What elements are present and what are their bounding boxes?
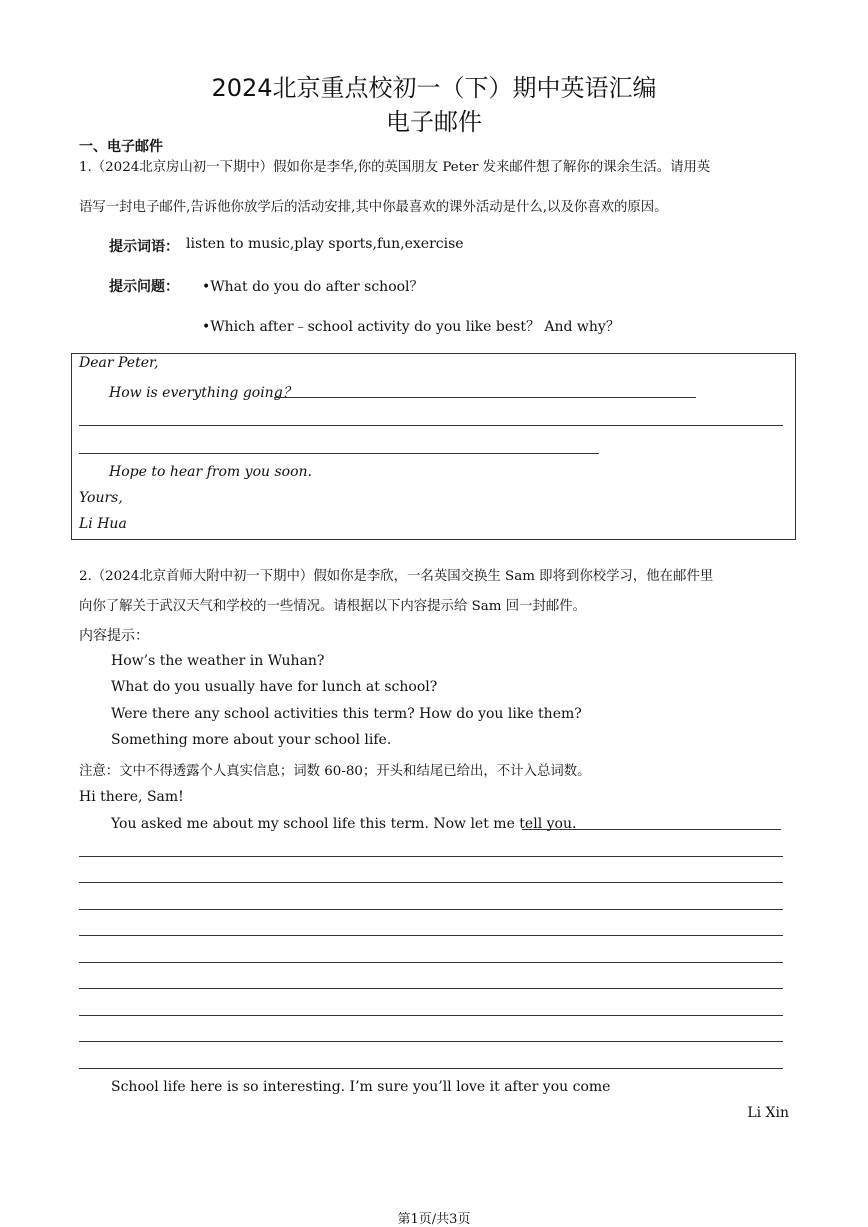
- prompt-label: 内容提示：: [79, 628, 149, 644]
- page-footer: 第1页/共3页: [397, 1212, 471, 1227]
- email-opening: How is everything going？: [109, 385, 297, 401]
- email-greeting: Dear Peter,: [79, 355, 159, 371]
- prompt-item: What do you usually have for lunch at school?: [111, 679, 438, 695]
- q1-line2: 语写一封电子邮件,告诉他你放学后的活动安排,其中你最喜欢的课外活动是什么,以及你喜欢的原因。: [79, 200, 668, 215]
- email-closing: Hope to hear from you soon.: [109, 464, 312, 480]
- answer-line[interactable]: [79, 935, 783, 936]
- email-name: Li Hua: [79, 516, 127, 532]
- q2-opening: You asked me about my school life this term. Now let me tell you.: [111, 816, 577, 832]
- answer-line[interactable]: [79, 856, 783, 857]
- answer-line[interactable]: [522, 829, 781, 830]
- answer-line[interactable]: [79, 1015, 783, 1016]
- hint-questions-label: 提示问题：: [109, 279, 179, 295]
- note: 注意：文中不得透露个人真实信息；词数 60-80；开头和结尾已给出，不计入总词数。: [79, 764, 591, 779]
- prompt-item: Were there any school activities this term? How do you like them?: [111, 706, 582, 722]
- q2-closing: School life here is so interesting. I’m sure you’ll love it after you come: [111, 1079, 611, 1095]
- q1-line1: 1.（2024北京房山初一下期中）假如你是李华,你的英国朋友 Peter 发来邮件想了解你的课余生活。请用英: [79, 160, 711, 175]
- page-title: 2024北京重点校初一（下）期中英语汇编: [211, 74, 657, 102]
- hint-words: listen to music,play sports,fun,exercise: [186, 236, 464, 252]
- answer-line[interactable]: [79, 909, 783, 910]
- prompt-item: Something more about your school life.: [111, 732, 392, 748]
- q2-greeting: Hi there, Sam!: [79, 789, 184, 805]
- page-subtitle: 电子邮件: [386, 108, 482, 136]
- q2-line2: 向你了解关于武汉天气和学校的一些情况。请根据以下内容提示给 Sam 回一封邮件。: [79, 599, 587, 614]
- answer-line[interactable]: [79, 962, 783, 963]
- email-signoff: Yours,: [79, 490, 123, 506]
- hint-question-2: •Which after﹣school activity do you like best？ And why？: [202, 319, 620, 335]
- hint-question-1: •What do you do after school？: [202, 279, 424, 295]
- answer-line[interactable]: [79, 453, 599, 454]
- section-heading: 一、电子邮件: [79, 139, 163, 155]
- answer-line[interactable]: [79, 1041, 783, 1042]
- answer-line[interactable]: [274, 397, 696, 398]
- q2-line1: 2.（2024北京首师大附中初一下期中）假如你是李欣，一名英国交换生 Sam 即将到你校学习，他在邮件里: [79, 569, 714, 584]
- answer-line[interactable]: [79, 425, 783, 426]
- answer-line[interactable]: [79, 1068, 783, 1069]
- prompt-item: How’s the weather in Wuhan?: [111, 653, 325, 669]
- q2-signature: Li Xin: [747, 1105, 789, 1121]
- hint-words-label: 提示词语：: [109, 239, 179, 255]
- answer-line[interactable]: [79, 882, 783, 883]
- answer-line[interactable]: [79, 988, 783, 989]
